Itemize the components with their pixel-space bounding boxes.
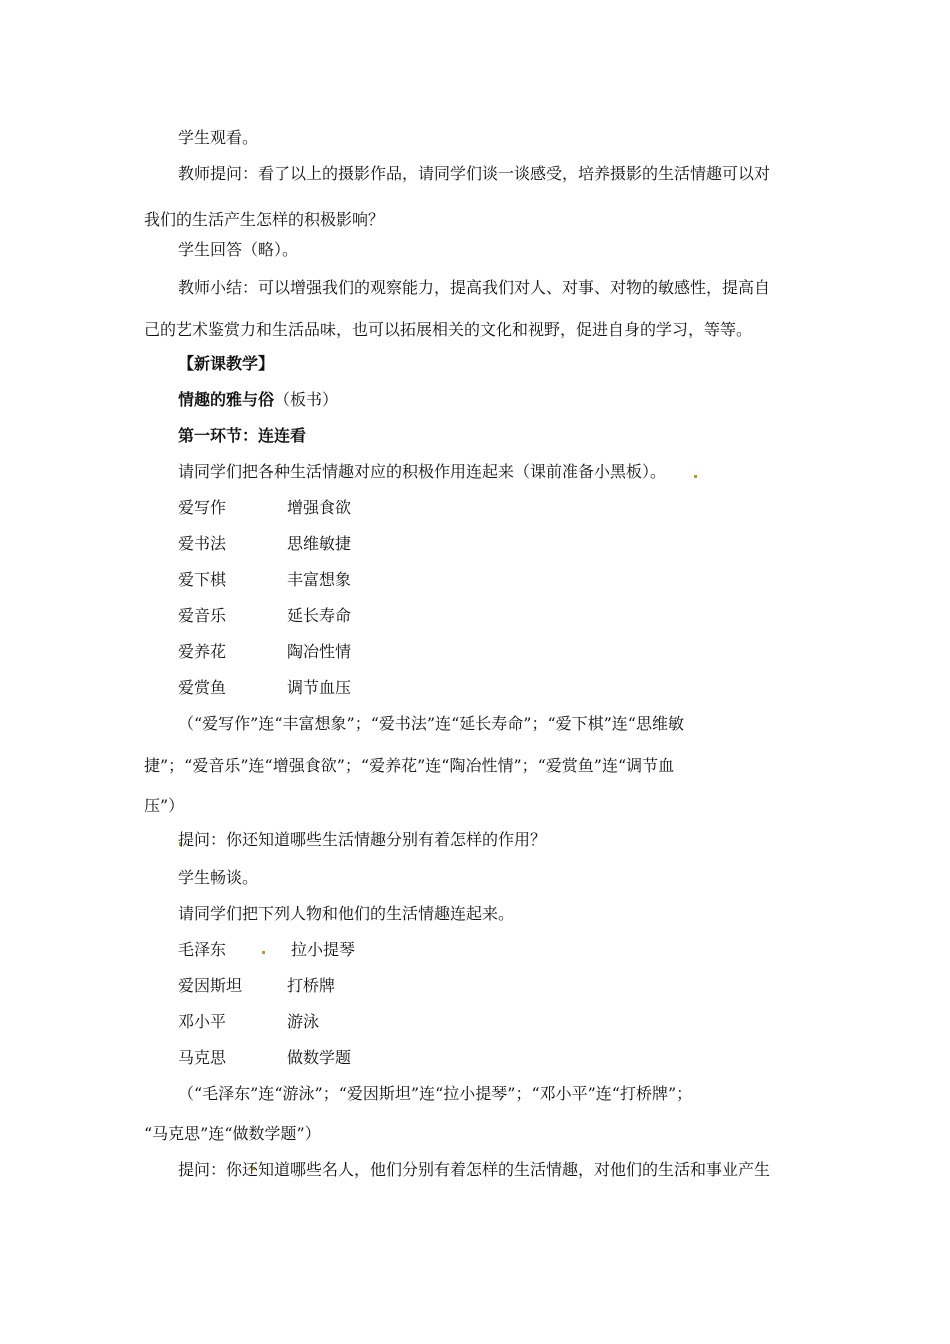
paragraph-students-discuss: 学生畅谈。 — [178, 868, 259, 887]
subheading-taste-title: 情趣的雅与俗 — [178, 390, 275, 409]
subheading-taste — [178, 390, 338, 410]
subheading-taste-note: （板书） — [274, 390, 339, 409]
paragraph-teacher-question-line2: 我们的生活产生怎样的积极影响？ — [144, 210, 385, 229]
match1-left: 爱下棋 — [178, 570, 227, 589]
match2-right: 游泳 — [287, 1012, 320, 1031]
match1-right: 增强食欲 — [287, 498, 352, 517]
match1-left: 爱养花 — [178, 642, 227, 661]
match1-row — [178, 498, 352, 518]
match2-left: 邓小平 — [178, 1012, 227, 1031]
paragraph-students-answer: 学生回答（略）。 — [178, 240, 299, 259]
match1-left: 爱音乐 — [178, 606, 227, 625]
answer1-line1: （“爱写作”连“丰富想象”；“爱书法”连“延长寿命”；“爱下棋”连“思维敏 — [178, 714, 684, 733]
answer1-line2: 捷”；“爱音乐”连“增强食欲”；“爱养花”连“陶冶性情”；“爱赏鱼”连“调节血 — [144, 756, 675, 775]
subheading-step-one: 第一环节：连连看 — [178, 426, 307, 445]
marker-dot — [262, 951, 265, 954]
paragraph-teacher-summary-line1: 教师小结：可以增强我们的观察能力，提高我们对人、对事、对物的敏感性，提高自 — [178, 278, 771, 297]
match2-right: 打桥牌 — [287, 976, 336, 995]
match2-left: 爱因斯坦 — [178, 976, 243, 995]
match1-left: 爱书法 — [178, 534, 227, 553]
answer2-line1: （“毛泽东”连“游泳”；“爱因斯坦”连“拉小提琴”；“邓小平”连“打桥牌”； — [178, 1084, 693, 1103]
answer1-line3: 压”） — [144, 796, 185, 815]
match2-left: 毛泽东 — [178, 940, 227, 959]
match2-row — [178, 940, 356, 960]
match1-left: 爱写作 — [178, 498, 227, 517]
match1-left: 爱赏鱼 — [178, 678, 227, 697]
paragraph-teacher-question-line1: 教师提问：看了以上的摄影作品，请同学们谈一谈感受，培养摄影的生活情趣可以对 — [178, 164, 771, 183]
match2-right: 做数学题 — [287, 1048, 352, 1067]
match1-right: 延长寿命 — [287, 606, 352, 625]
paragraph-teacher-summary-line2: 己的艺术鉴赏力和生活品味，也可以拓展相关的文化和视野，促进自身的学习，等等。 — [144, 320, 753, 339]
paragraph-question-hobbies: 提问：你还知道哪些生活情趣分别有着怎样的作用？ — [178, 830, 547, 849]
match1-row — [178, 570, 352, 590]
marker-dot — [694, 475, 697, 478]
match1-right: 思维敏捷 — [287, 534, 352, 553]
paragraph-instruction-1: 请同学们把各种生活情趣对应的积极作用连起来（课前准备小黑板）。 — [178, 462, 667, 481]
paragraph-instruction-2: 请同学们把下列人物和他们的生活情趣连起来。 — [178, 904, 515, 923]
match2-row — [178, 976, 336, 996]
match2-row — [178, 1012, 320, 1032]
match1-row — [178, 642, 352, 662]
match2-row — [178, 1048, 352, 1068]
match2-left: 马克思 — [178, 1048, 227, 1067]
paragraph-question-celebrities: 提问：你还知道哪些名人，他们分别有着怎样的生活情趣，对他们的生活和事业产生 — [178, 1160, 771, 1179]
match1-right: 陶冶性情 — [287, 642, 352, 661]
match1-row — [178, 678, 352, 698]
section-heading-new-lesson: 【新课教学】 — [178, 354, 275, 373]
match1-row — [178, 606, 352, 626]
match1-right: 调节血压 — [287, 678, 352, 697]
answer2-line2: “马克思”连“做数学题”） — [144, 1124, 321, 1143]
match1-row — [178, 534, 352, 554]
match2-right: 拉小提琴 — [291, 940, 356, 959]
paragraph-students-watch: 学生观看。 — [178, 128, 259, 147]
match1-right: 丰富想象 — [287, 570, 352, 589]
